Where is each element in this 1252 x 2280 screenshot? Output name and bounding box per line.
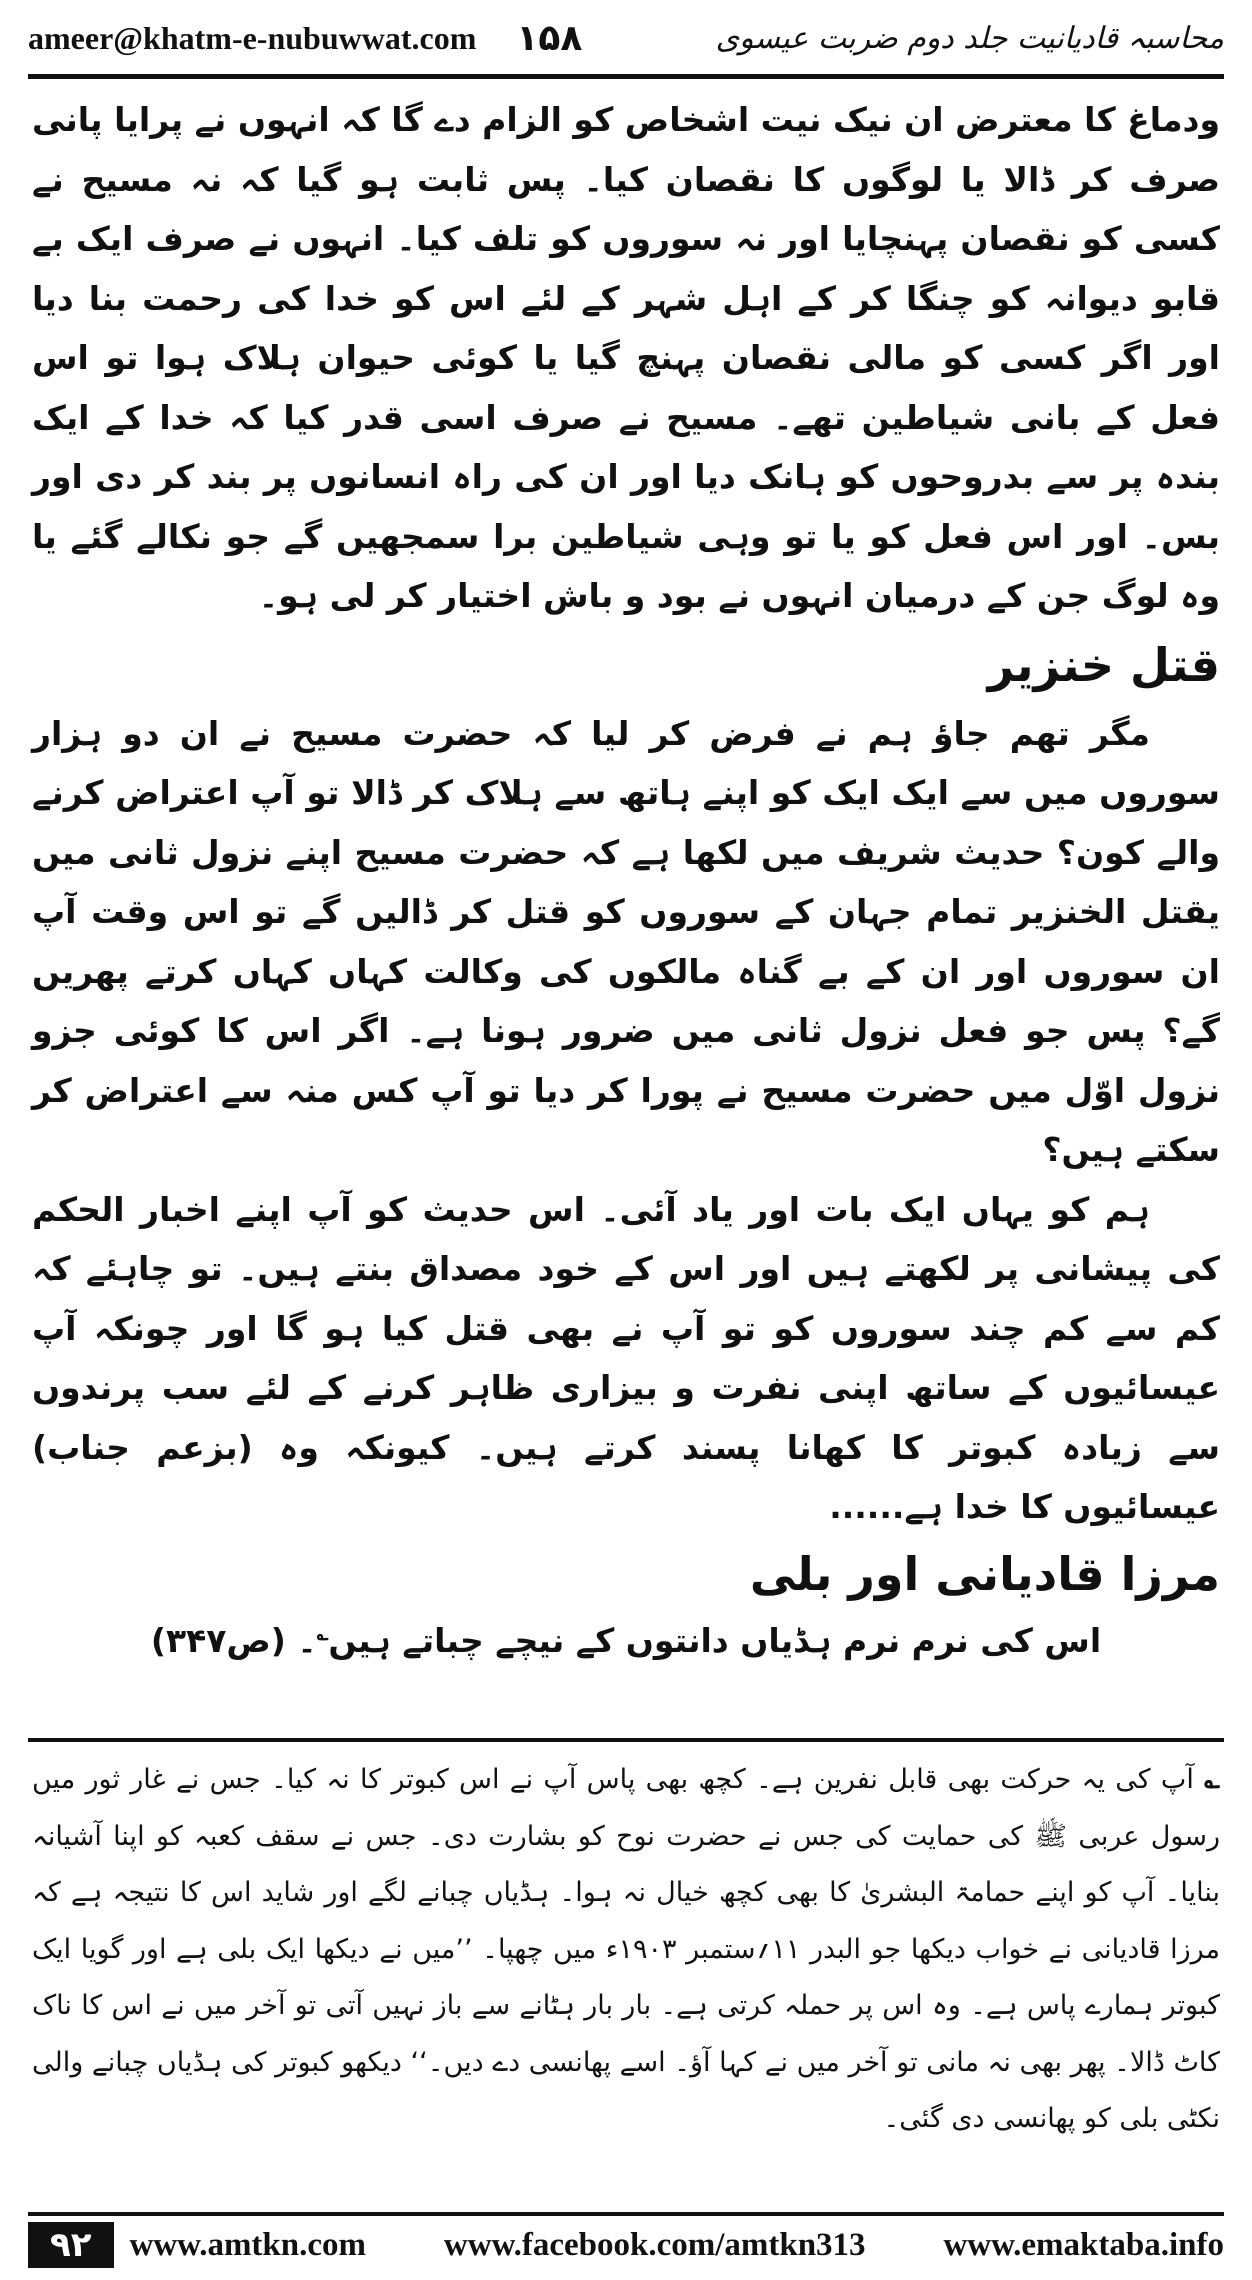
footer-link-emaktaba[interactable]: www.emaktaba.info <box>943 2226 1224 2263</box>
paragraph-1: ودماغ کا معترض ان نیک نیت اشخاص کو الزام دے گا کہ انہوں نے پرایا پانی صرف کر ڈالا یا لوگوں کا نقصان کیا۔ پس ثابت ہو گیا کہ نہ مسیح نے کسی کو نقصان پہنچایا اور نہ سوروں کو تلف کیا۔ انہوں نے صرف ایک بے قابو دیوانہ کو چنگا کر کے اہل شہر کے لئے اس کو خدا کی رحمت بنا دیا اور اگر کسی کو مالی نقصان پہنچ گیا یا کوئی حیوان ہلاک ہوا تو اس فعل کے بانی شیاطین تھے۔ مسیح نے صرف اسی قدر کیا کہ خدا کے ایک بندہ پر سے بدروحوں کو ہانک دیا اور ان کی راہ انسانوں پر بند کر دی اور بس۔ اور اس فعل کو یا تو وہی شیاطین برا سمجھیں گے جو نکالے گئے یا وہ لوگ جن کے درمیان انہوں نے بود و باش اختیار کر لی ہو۔ <box>32 100 1220 615</box>
footnote-text: آپ کی یہ حرکت بھی قابل نفرین ہے۔ کچھ بھی پاس آپ نے اس کبوتر کا نہ کیا۔ جس نے غار ثور میں رسول عربی ﷺ کی حمایت کی جس نے حضرت نوح کو بشارت دی۔ جس نے سقف کعبہ کو اپنا آشیانہ بنایا۔ آپ کو اپنے حمامۃ البشریٰ کا بھی کچھ خیال نہ ہوا۔ ہڈیاں چبانے لگے اور شاید اس کا نتیجہ ہے کہ مرزا قادیانی نے خواب دیکھا جو البدر ۱۱؍ستمبر ۱۹۰۳ء میں چھپا۔ ’’میں نے دیکھا ایک بلی ہے اور گویا ایک کبوتر ہمارے پاس ہے۔ وہ اس پر حملہ کرتی ہے۔ بار بار ہٹانے سے باز نہیں آتی تو آخر میں نے اس کا ناک کاٹ ڈالا۔ پھر بھی نہ مانی تو آخر میں نے کہا آؤ۔ اسے پھانسی دے دیں۔‘‘ دیکھو کبوتر کی ہڈیاں چبانے والی نکٹی بلی کو پھانسی دی گئی۔ <box>32 1764 1221 2134</box>
header-left <box>28 18 582 59</box>
footer-link-facebook[interactable]: www.facebook.com/amtkn313 <box>443 2226 866 2263</box>
footnote-reference[interactable]: ؎ <box>316 1620 329 1645</box>
running-title: محاسبہ قادیانیت جلد دوم ضربت عیسوی <box>715 20 1224 56</box>
paragraph-2: مگر تھم جاؤ ہم نے فرض کر لیا کہ حضرت مسیح نے ان دو ہزار سوروں میں سے ایک ایک کو اپنے ہاتھ سے ہلاک کر ڈالا تو آپ اعتراض کرنے والے کون؟ حدیث شریف میں لکھا ہے کہ حضرت مسیح اپنے نزول ثانی میں یقتل الخنزیر تمام جہان کے سوروں کو قتل کر ڈالیں گے تو اس وقت آپ ان سوروں اور ان کے بے گناہ مالکوں کی وکالت کہاں کہاں کرتے پھریں گے؟ پس جو فعل نزول ثانی میں ضرور ہونا ہے۔ اگر اس کا کوئی جزو نزول اوّل میں حضرت مسیح نے پورا کر دیا تو آپ کس منہ سے اعتراض کر سکتے ہیں؟ <box>32 713 1220 1169</box>
paragraph-3: ہم کو یہاں ایک بات اور یاد آئی۔ اس حدیث کو آپ اپنے اخبار الحکم کی پیشانی پر لکھتے ہیں اور اس کے خود مصداق بنتے ہیں۔ تو چاہئے کہ کم سے کم چند سوروں کو تو آپ نے بھی قتل کیا ہو گا اور چونکہ آپ عیسائیوں کے ساتھ اپنی نفرت و بیزاری ظاہر کرنے کے لئے سب پرندوں سے زیادہ کبوتر کا کھانا پسند کرتے ہیں۔ کیونکہ وہ (بزعم جناب) عیسائیوں کا خدا ہے...... <box>32 1189 1220 1526</box>
footer-rule <box>28 2212 1224 2216</box>
page-footer <box>28 2222 1224 2268</box>
footer-link-amtkn[interactable]: www.amtkn.com <box>129 2226 367 2263</box>
footnote-mark: ؎ <box>1204 1764 1220 1795</box>
header-email[interactable]: ameer@khatm-e-nubuwwat.com <box>28 19 477 56</box>
poem-line: اس کی نرم نرم ہڈیاں دانتوں کے نیچے چباتے ہیں؎۔ (ص۳۴۷) <box>150 1620 1102 1660</box>
section-heading-mirza-aur-billi: مرزا قادیانی اور بلی <box>749 1546 1220 1601</box>
header-rule <box>28 74 1224 79</box>
footnote-separator <box>28 1738 1224 1742</box>
main-text <box>32 90 1220 1670</box>
page-header <box>28 8 1224 68</box>
footer-page-number: ۹۲ <box>28 2222 114 2268</box>
header-page-number: ۱۵۸ <box>516 17 583 59</box>
poem-citation: (ص۳۴۷) <box>150 1620 286 1660</box>
poem-text: اس کی نرم نرم ہڈیاں دانتوں کے نیچے چباتے ہیں <box>328 1620 1102 1660</box>
footnotes <box>32 1752 1220 2148</box>
footnote-1 <box>32 1752 1220 2148</box>
section-heading-qatl-khinzeer: قتل خنزیر <box>987 637 1220 692</box>
footer-links <box>114 2227 1224 2264</box>
